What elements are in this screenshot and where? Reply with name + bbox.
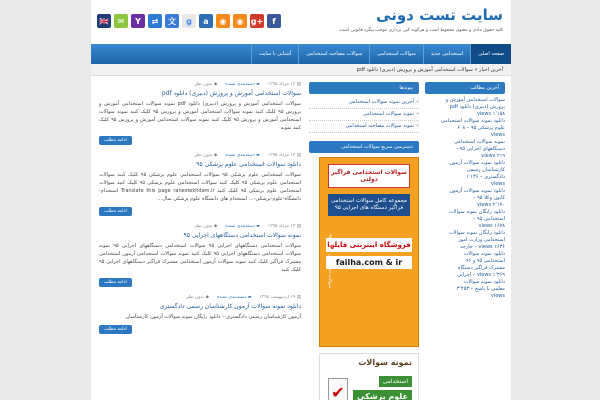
main-content [99,82,301,342]
recent-post-item[interactable]: دانلود نمونه سوالات آزمون [449,160,505,166]
ad-banner-shop: فروشگاه اینترنتی فایلها [326,238,412,252]
recent-post-item[interactable]: views [490,132,505,138]
post-meta [99,153,301,158]
translate-icon[interactable]: 文 [165,14,179,28]
folder-icon: ▰ [254,153,260,158]
link-item[interactable]: »نمونه سوالات مصاحبه استخدامی [309,121,419,133]
comment-icon: ◆ [212,82,218,87]
read-more-button[interactable]: ادامه مطلب [99,136,132,145]
ad-banner-faila[interactable] [319,157,419,347]
post-excerpt: سوالات استخدامی دستگاههای اجرایی ۹۵ سوالات استخدامی دستگاههای اجرایی ۹۵ نمونه سوالات استخدامی دستگاههای اجرایی ۹۵ کلیک کنید نمونه سوالات استخدامی آزمون استخدامی مشترک فراگیر کلیک کنید نمونه سوالات آزمون استخدامی مشترک فراگیر دستگاههای اجرایی ۹۵ کلیک کنید [99,243,301,273]
yahoo-icon[interactable]: Y [131,14,145,28]
read-more-button[interactable]: ادامه مطلب [99,325,132,334]
widget-title-quick-access: دسترسی سریع سوالات استخدامی [309,141,419,153]
recent-post-item[interactable]: معلمی با پاسخ – ۳٬۴۵۳ [456,286,505,292]
post-meta [99,82,301,87]
recent-post-item[interactable]: کانون وکلا ۹۵ – [473,195,505,201]
post-title[interactable]: دانلود نمونه سوالات آزمون کارشناسان رسمی دادگستری [159,303,301,310]
folder-icon: ▰ [254,224,260,229]
read-more-button[interactable]: ادامه مطلب [99,278,132,287]
calendar-icon: ▤ [295,224,301,229]
recent-post-item[interactable]: علوم پزشکی ۹۵ – ۶۰۸ [457,125,505,131]
post-category[interactable]: ▰ دسته‌بندی نشده [217,295,252,300]
post-comments[interactable]: ◆ بدون نظر [194,224,218,229]
post [99,82,301,145]
ad-banner-heading: سوالات استخدامی فراگیر دولتی [328,164,410,188]
post-title[interactable]: دانلود سوالات استخدامی علوم پزشکی ۹۵ [196,161,301,168]
comment-icon: ◆ [212,224,218,229]
post-comments[interactable]: ◆ بدون نظر [194,82,218,87]
links-list [309,97,419,133]
recent-post-item[interactable]: دانلود رایگان نمونه سوالات [448,230,505,236]
recent-post-item[interactable]: دانلود رایگان نمونه سوالات [448,209,505,215]
recent-post-item[interactable]: دانلود نمونه سوالات استخدامی [440,118,505,124]
nav-new-jobs[interactable]: استخدامی جدید [423,44,471,64]
ad-medical-subtitle: استخدامی [379,376,412,387]
ad-medical-field: علوم پزشکی [353,390,412,400]
sidebar-links [309,82,419,400]
rss-icon[interactable]: ◉ [216,14,230,28]
social-icons-bar [97,14,281,28]
recent-post-item[interactable]: استخدامی ۹۵ و ۹۶ [465,258,505,264]
bullet-arrow-icon: » [415,111,419,117]
calendar-icon: ▤ [295,153,301,158]
calendar-icon: ▤ [295,82,301,87]
nav-about[interactable]: آشنایی با سایت [251,44,298,64]
recent-post-item[interactable]: views ۱٬۳۶۹ – اجرایی [457,272,505,278]
calendar-icon: ▤ [295,295,301,300]
ad-banner-site: failha.com & ir [326,256,412,269]
post-meta [99,224,301,229]
widget-title-links: پیوندها [309,82,419,94]
post-date: ▤ ۱۳ مرداد ۱۳۹۵ [267,153,301,158]
post-meta [99,295,301,300]
aol-icon[interactable]: a [199,14,213,28]
post-comments[interactable]: ◆ بدون نظر [186,295,210,300]
site-title[interactable]: سایت تست دونی [376,6,503,24]
post-date: ▤ ۱۳ مرداد ۱۳۹۵ [267,82,301,87]
post [99,153,301,216]
google-plus-icon[interactable]: g+ [250,14,264,28]
main-navigation [91,44,511,64]
recent-post-item[interactable]: views ۱۶۳۶ – خارجه [460,244,505,250]
bullet-arrow-icon: » [415,123,419,129]
post-date: ▤ ۱۳ مرداد ۱۳۹۵ [267,224,301,229]
recent-post-item[interactable]: دستگاههای اجرایی ۹۵ – [455,146,505,152]
share-icon[interactable]: ⇄ [148,14,162,28]
read-more-button[interactable]: ادامه مطلب [99,207,132,216]
post-excerpt: آزمون کارشناسان رسمی دادگستری – دانلود رایگان نمونه سوالات آزمون کارشناسان [125,314,301,320]
post-date: ▤ ۱۹ اردیبهشت ۱۳۹۵ [259,295,301,300]
breadcrumb: آخرین اخبار » سوالات استخدامی آموزش و پرورش (دبیری) دانلود pdf [91,64,511,76]
recent-post-item[interactable]: views ۱٬۱۵۸ [476,111,505,117]
folder-icon: ▰ [254,82,260,87]
post-category[interactable]: ▰ دسته‌بندی نشده [225,224,260,229]
recent-post-item[interactable]: دانلود نمونه سوالات [463,251,505,257]
recent-post-item[interactable]: views ۱۶۷۸ [478,223,505,229]
post-excerpt: سوالات استخدامی آموزش و پرورش (دبیری) دانلود pdf نمونه سوالات استخدامی آموزش و پرورش ۹۵ کلیک کنید نمونه سوالات استخدامی آموزش و پرورش ۹۵ کلیک کنید نمونه سوالات استخدامی آموزش و پرورش ۹۵ کلیک کنید نمونه سوالات استخدامی آموزش و پرورش ۹۵ کلیک کنید نمونه [99,101,301,131]
page-wrapper [91,0,511,400]
comment-icon: ◆ [212,153,218,158]
recent-post-item[interactable]: دادگستری – ۱٬۱۴۶ [466,174,505,180]
post [99,295,301,334]
post-comments[interactable]: ◆ بدون نظر [194,153,218,158]
comment-icon: ◆ [204,295,210,300]
link-item[interactable]: »آخرین نمونه سوالات استخدامی [309,97,419,109]
nav-exam-questions[interactable]: سوالات استخدامی [369,44,422,64]
recent-post-item[interactable]: views ۲٬۱۷۰ [476,202,505,208]
recent-post-item[interactable]: کارشناسان رسمی [466,167,505,173]
site-description: کلیه حقوق مادی و معنوی محفوظ است و هرگونه کپی برداری موجب پیگرد قانونی است. [338,28,503,33]
recent-post-item[interactable]: مشترک فراگیر دستگاه [457,265,505,271]
link-item[interactable]: »نمونه سوالات استخدامی [309,109,419,121]
post [99,224,301,287]
nav-interview-questions[interactable]: سوالات مصاحبه استخدامی [298,44,369,64]
facebook-icon[interactable]: f [267,14,281,28]
widget-title-recent: آخرین مطالب [425,82,505,94]
ad-banner-vertical-text: سوالات استخدامی فراگیر ۹۵ [327,233,332,288]
recent-post-item[interactable]: views [490,293,505,299]
nav-home[interactable]: صفحه اصلی [470,44,511,64]
post-title[interactable]: سوالات استخدامی آموزش و پرورش (دبیری) دانلود pdf [161,90,301,97]
recent-post-item[interactable]: استخدامی وزارت امور [458,237,505,243]
uk-flag-icon[interactable]: 🇬🇧 [97,14,111,28]
recent-post-item[interactable]: سوالات استخدامی آموزش و [445,97,505,103]
recent-post-item[interactable]: دانلود نمونه سوالات [463,279,505,285]
post-category[interactable]: ▰ دسته‌بندی نشده [225,153,260,158]
post-category[interactable]: ▰ دسته‌بندی نشده [225,82,260,87]
recent-posts-list [425,97,505,300]
sidebar-recent-posts [425,82,505,300]
post-excerpt: سوالات استخدامی علوم پزشکی ۹۵ سوالات استخدامی علوم پزشکی ۹۵ کلیک کنید سوالات استخدامی علوم پزشکی ۹۵ کلیک کنید سوالات استخدامی علوم پزشکی ۹۵ کلیک کنید سوالات استخدامی علوم پزشکی ۹۵ کلیک کنید Translate this page ranestekhdam.ir استخدام-دانشگاه-علوم-پزشکی-… استخدام های دانشگاه علوم پزشکی سال… [99,172,302,202]
ad-medical-title: نمونه سوالات [358,358,412,367]
ad-banner-medical[interactable] [319,353,419,400]
recent-post-item[interactable]: views ۲۱۹ [481,153,505,159]
rss-alt-icon[interactable]: ◉ [233,14,247,28]
post-title[interactable]: نمونه سوالات استخدامی دستگاههای اجرایی ۹۵ [183,232,301,239]
bullet-arrow-icon: » [415,99,419,105]
recent-post-item[interactable]: پرورش (دبیری) دانلود pdf [449,104,505,110]
checkmark-icon: ✔ [328,378,348,400]
recent-post-item[interactable]: دانلود نمونه سوالات آزمون [449,188,505,194]
recent-post-item[interactable]: views [490,181,505,187]
recent-post-item[interactable]: استخدامی ۹۵ – [472,216,505,222]
recent-post-item[interactable]: نمونه سوالات استخدامی [453,139,505,145]
site-header [91,0,511,44]
folder-icon: ▰ [246,295,252,300]
ad-banner-subtitle: مجموعه کامل سوالات استخدامی فراگیر دستگاه های اجرایی ۹۵ [328,194,410,216]
email-icon[interactable]: ✉ [114,14,128,28]
google-icon[interactable]: g [182,14,196,28]
